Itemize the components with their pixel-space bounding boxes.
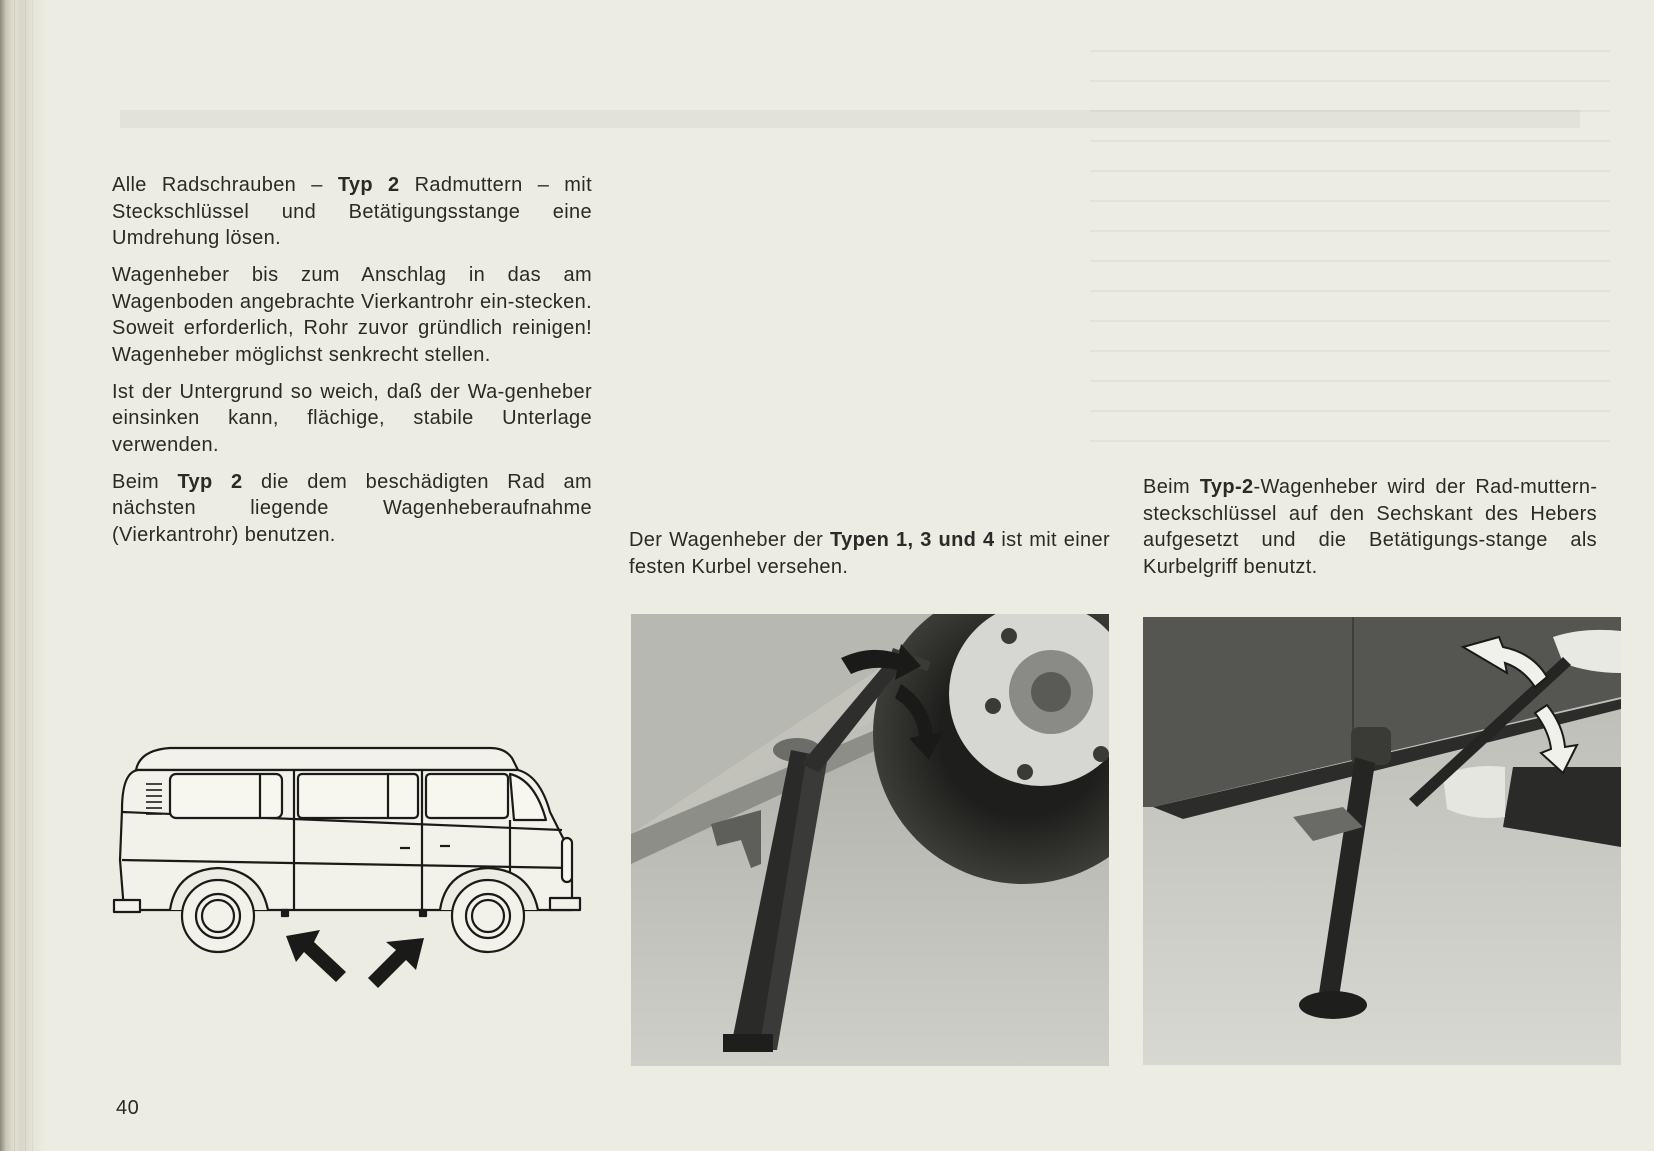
page-binding-edge [0,0,46,1151]
bold-typ-2: Typ-2 [1199,476,1254,498]
paragraph-jack-point: Beim Typ 2 die dem beschädigten Rad am nächsten liegende Wagenheberaufnahme (Vierkantrohr) benutzen. [112,470,593,546]
bold-type-2: Typ 2 [337,174,400,196]
photo-illustration [1143,617,1621,1065]
middle-caption: Der Wagenheber der Typen 1, 3 und 4 ist mit einer festen Kurbel versehen. [629,529,1111,578]
show-through-band [120,110,1580,128]
photo-jack-types-1-3-4 [631,614,1109,1066]
page-number: 40 [116,1097,140,1119]
photo-illustration [631,614,1109,1066]
paragraph-insert-jack: Wagenheber bis zum Anschlag in das am Wagenboden angebrachte Vierkantrohr ein-stecken. Soweit erforderlich, Rohr zuvor gründlich reinigen! Wagenheber möglichst senkrecht stellen. [112,264,592,366]
bold-type-2: Typ 2 [177,470,243,493]
show-through-text [1090,30,1610,450]
right-caption: Beim Typ-2-Wagenheber wird der Rad-mutternsteckschlüssel auf den Sechskant des Hebers aufgesetzt und die Betätigungs-stange als Kurbelgriff benutzt. [1143,476,1597,578]
paragraph-soft-ground: Ist der Untergrund so weich, daß der Wa-genheber einsinken kann, flächige, stabile Unterlage verwenden. [112,380,592,456]
bold-types-1-3-4: Typen 1, 3 und 4 [830,529,995,551]
paragraph-loosen-bolts: Alle Radschrauben – Typ 2 Radmuttern – mit Steckschlüssel und Betätigungsstange eine Umdrehung lösen. [112,174,592,249]
photo-jack-type-2 [1143,617,1621,1065]
left-text-column [112,172,592,559]
van-jacking-points-diagram [110,740,600,990]
